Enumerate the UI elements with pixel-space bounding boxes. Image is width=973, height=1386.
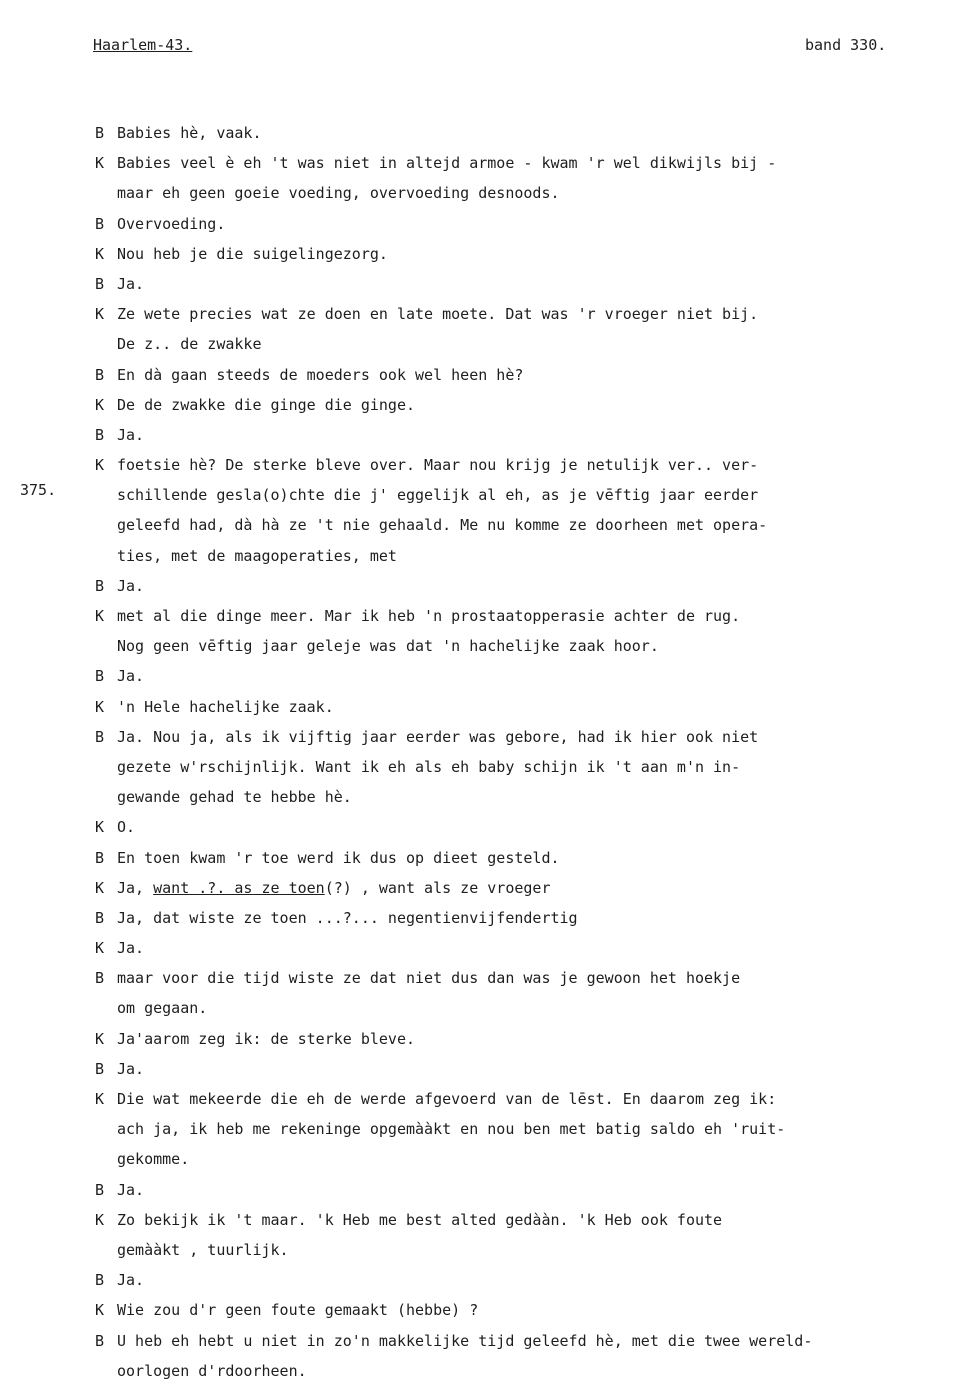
transcript-line (95, 722, 945, 752)
utterance-text: Babies veel è eh 't was niet in altejd armoe - kwam 'r wel dikwijls bij - (117, 154, 777, 173)
speaker-label: K (95, 878, 105, 897)
transcript-line (95, 1295, 945, 1325)
speaker-label: B (95, 425, 105, 444)
utterance-text: Ze wete precies wat ze doen en late moete. Dat was 'r vroeger niet bij. (117, 305, 759, 324)
transcript-line (95, 1326, 945, 1356)
speaker-label: K (95, 305, 105, 324)
speaker-label: K (95, 395, 105, 414)
transcript-line (95, 993, 945, 1023)
transcript-line (95, 118, 945, 148)
transcript-line (95, 178, 945, 208)
transcript-line (95, 1356, 945, 1386)
speaker-label: B (95, 908, 105, 927)
speaker-label: B (95, 727, 105, 746)
transcript-line (95, 360, 945, 390)
utterance-text-continued: (?) , want als ze vroeger (324, 878, 551, 897)
utterance-text: De z.. de zwakke (117, 335, 262, 354)
transcript-line (95, 903, 945, 933)
transcript-line (95, 873, 945, 903)
speaker-label: K (95, 1029, 105, 1048)
speaker-label: B (95, 214, 105, 233)
speaker-label: B (95, 848, 105, 867)
utterance-text: Overvoeding. (117, 214, 226, 233)
utterance-text: ties, met de maagoperaties, met (117, 546, 397, 565)
speaker-label: K (95, 818, 105, 837)
utterance-text: om gegaan. (117, 999, 208, 1018)
speaker-label: B (95, 667, 105, 686)
speaker-label: K (95, 456, 105, 475)
utterance-text: Die wat mekeerde die eh de werde afgevoerd van de lēst. En daarom zeg ik: (117, 1090, 777, 1108)
transcript-body (95, 118, 945, 1386)
margin-line-number: 375. (20, 481, 57, 499)
document-title: Haarlem-43. (93, 36, 193, 54)
utterance-text: gemààkt , tuurlijk. (117, 1240, 289, 1259)
transcript-line (95, 450, 945, 480)
utterance-text: Ja. (117, 939, 145, 958)
utterance-text: Ja. (117, 667, 145, 686)
transcript-line (95, 541, 945, 571)
transcript-line (95, 420, 945, 450)
utterance-text: gewande gehad te hebbe hè. (117, 788, 352, 807)
transcript-line (95, 782, 945, 812)
utterance-text: foetsie hè? De sterke bleve over. Maar nou krijg je netulijk ver.. ver- (117, 456, 759, 475)
utterance-text: En toen kwam 'r toe werd ik dus op dieet gesteld. (117, 848, 560, 867)
transcript-line (95, 480, 945, 510)
transcript-line (95, 692, 945, 722)
speaker-label: B (95, 1271, 105, 1290)
transcript-line (95, 390, 945, 420)
transcript-line (95, 1265, 945, 1295)
transcript-line (95, 933, 945, 963)
utterance-text: ach ja, ik heb me rekeninge opgemààkt en nou ben met batig saldo eh 'ruit- (117, 1120, 786, 1139)
speaker-label: B (95, 1059, 105, 1078)
transcript-line (95, 209, 945, 239)
utterance-text: Ja, dat wiste ze toen ...?... negentienvijfendertig (117, 908, 578, 927)
utterance-text: O. (117, 818, 136, 837)
utterance-text: Ja. (117, 1180, 145, 1199)
utterance-text: En dà gaan steeds de moeders ook wel heen hè? (117, 365, 524, 384)
speaker-label: K (95, 1090, 105, 1108)
utterance-text: Wie zou d'r geen foute gemaakt (hebbe) ? (117, 1301, 479, 1320)
utterance-text: oorlogen d'rdoorheen. (117, 1361, 307, 1380)
utterance-text: met al die dinge meer. Mar ik heb 'n prostaatopperasie achter de rug. (117, 607, 741, 625)
utterance-text: Ja'aarom zeg ik: de sterke bleve. (117, 1029, 416, 1048)
transcript-line (95, 631, 945, 661)
utterance-text: De de zwakke die ginge die ginge. (117, 395, 416, 414)
utterance-text: geleefd had, dà hà ze 't nie gehaald. Me nu komme ze doorheen met opera- (117, 516, 768, 535)
utterance-text: Ja. (117, 425, 145, 444)
utterance-text: gekomme. (117, 1150, 190, 1169)
speaker-label: K (95, 1301, 105, 1320)
transcript-line (95, 239, 945, 269)
speaker-label: K (95, 939, 105, 958)
transcript-line (95, 510, 945, 540)
utterance-text: maar eh geen goeie voeding, overvoeding desnoods. (117, 184, 560, 203)
transcript-line (95, 812, 945, 842)
speaker-label: B (95, 365, 105, 384)
utterance-text: Ja. (117, 274, 145, 293)
transcript-line (95, 661, 945, 691)
transcript-line (95, 963, 945, 993)
transcript-line (95, 601, 945, 631)
underlined-text: want .?. as ze toen (153, 878, 325, 897)
transcript-line (95, 1205, 945, 1235)
speaker-label: B (95, 124, 105, 142)
transcript-line (95, 148, 945, 178)
transcript-line (95, 571, 945, 601)
utterance-text: Ja, (117, 878, 154, 897)
utterance-text: Ja. (117, 576, 145, 595)
transcript-line (95, 269, 945, 299)
utterance-text: gezete w'rschijnlijk. Want ik eh als eh baby schijn ik 't aan m'n in- (117, 757, 741, 776)
utterance-text: U heb eh hebt u niet in zo'n makkelijke tijd geleefd hè, met die twee wereld- (117, 1331, 813, 1350)
utterance-text: maar voor die tijd wiste ze dat niet dus dan was je gewoon het hoekje (117, 969, 741, 988)
transcript-line (95, 1175, 945, 1205)
transcript-line (95, 1235, 945, 1265)
speaker-label: B (95, 576, 105, 595)
speaker-label: B (95, 969, 105, 988)
utterance-text: 'n Hele hachelijke zaak. (117, 697, 334, 716)
speaker-label: K (95, 697, 105, 716)
transcript-line (95, 1054, 945, 1084)
transcript-line (95, 1144, 945, 1174)
utterance-text: Nou heb je die suigelingezorg. (117, 244, 388, 263)
transcript-line (95, 1024, 945, 1054)
utterance-text: Babies hè, vaak. (117, 124, 262, 142)
speaker-label: B (95, 1180, 105, 1199)
utterance-text: Ja. Nou ja, als ik vijftig jaar eerder was gebore, had ik hier ook niet (117, 727, 759, 746)
speaker-label: B (95, 1331, 105, 1350)
transcript-line (95, 843, 945, 873)
transcript-line (95, 299, 945, 329)
utterance-text: Ja. (117, 1271, 145, 1290)
utterance-text: schillende gesla(o)chte die j' eggelijk al eh, as je vēftig jaar eerder (117, 486, 759, 505)
speaker-label: K (95, 607, 105, 625)
utterance-text: Zo bekijk ik 't maar. 'k Heb me best alted gedààn. 'k Heb ook foute (117, 1210, 723, 1229)
speaker-label: K (95, 244, 105, 263)
transcript-line (95, 1114, 945, 1144)
transcript-line (95, 752, 945, 782)
transcript-line (95, 329, 945, 359)
utterance-text: Nog geen vēftig jaar geleje was dat 'n hachelijke zaak hoor. (117, 637, 659, 656)
transcript-line (95, 1084, 945, 1114)
band-number: band 330. (805, 36, 887, 54)
speaker-label: K (95, 1210, 105, 1229)
speaker-label: B (95, 274, 105, 293)
utterance-text: Ja. (117, 1059, 145, 1078)
speaker-label: K (95, 154, 105, 173)
